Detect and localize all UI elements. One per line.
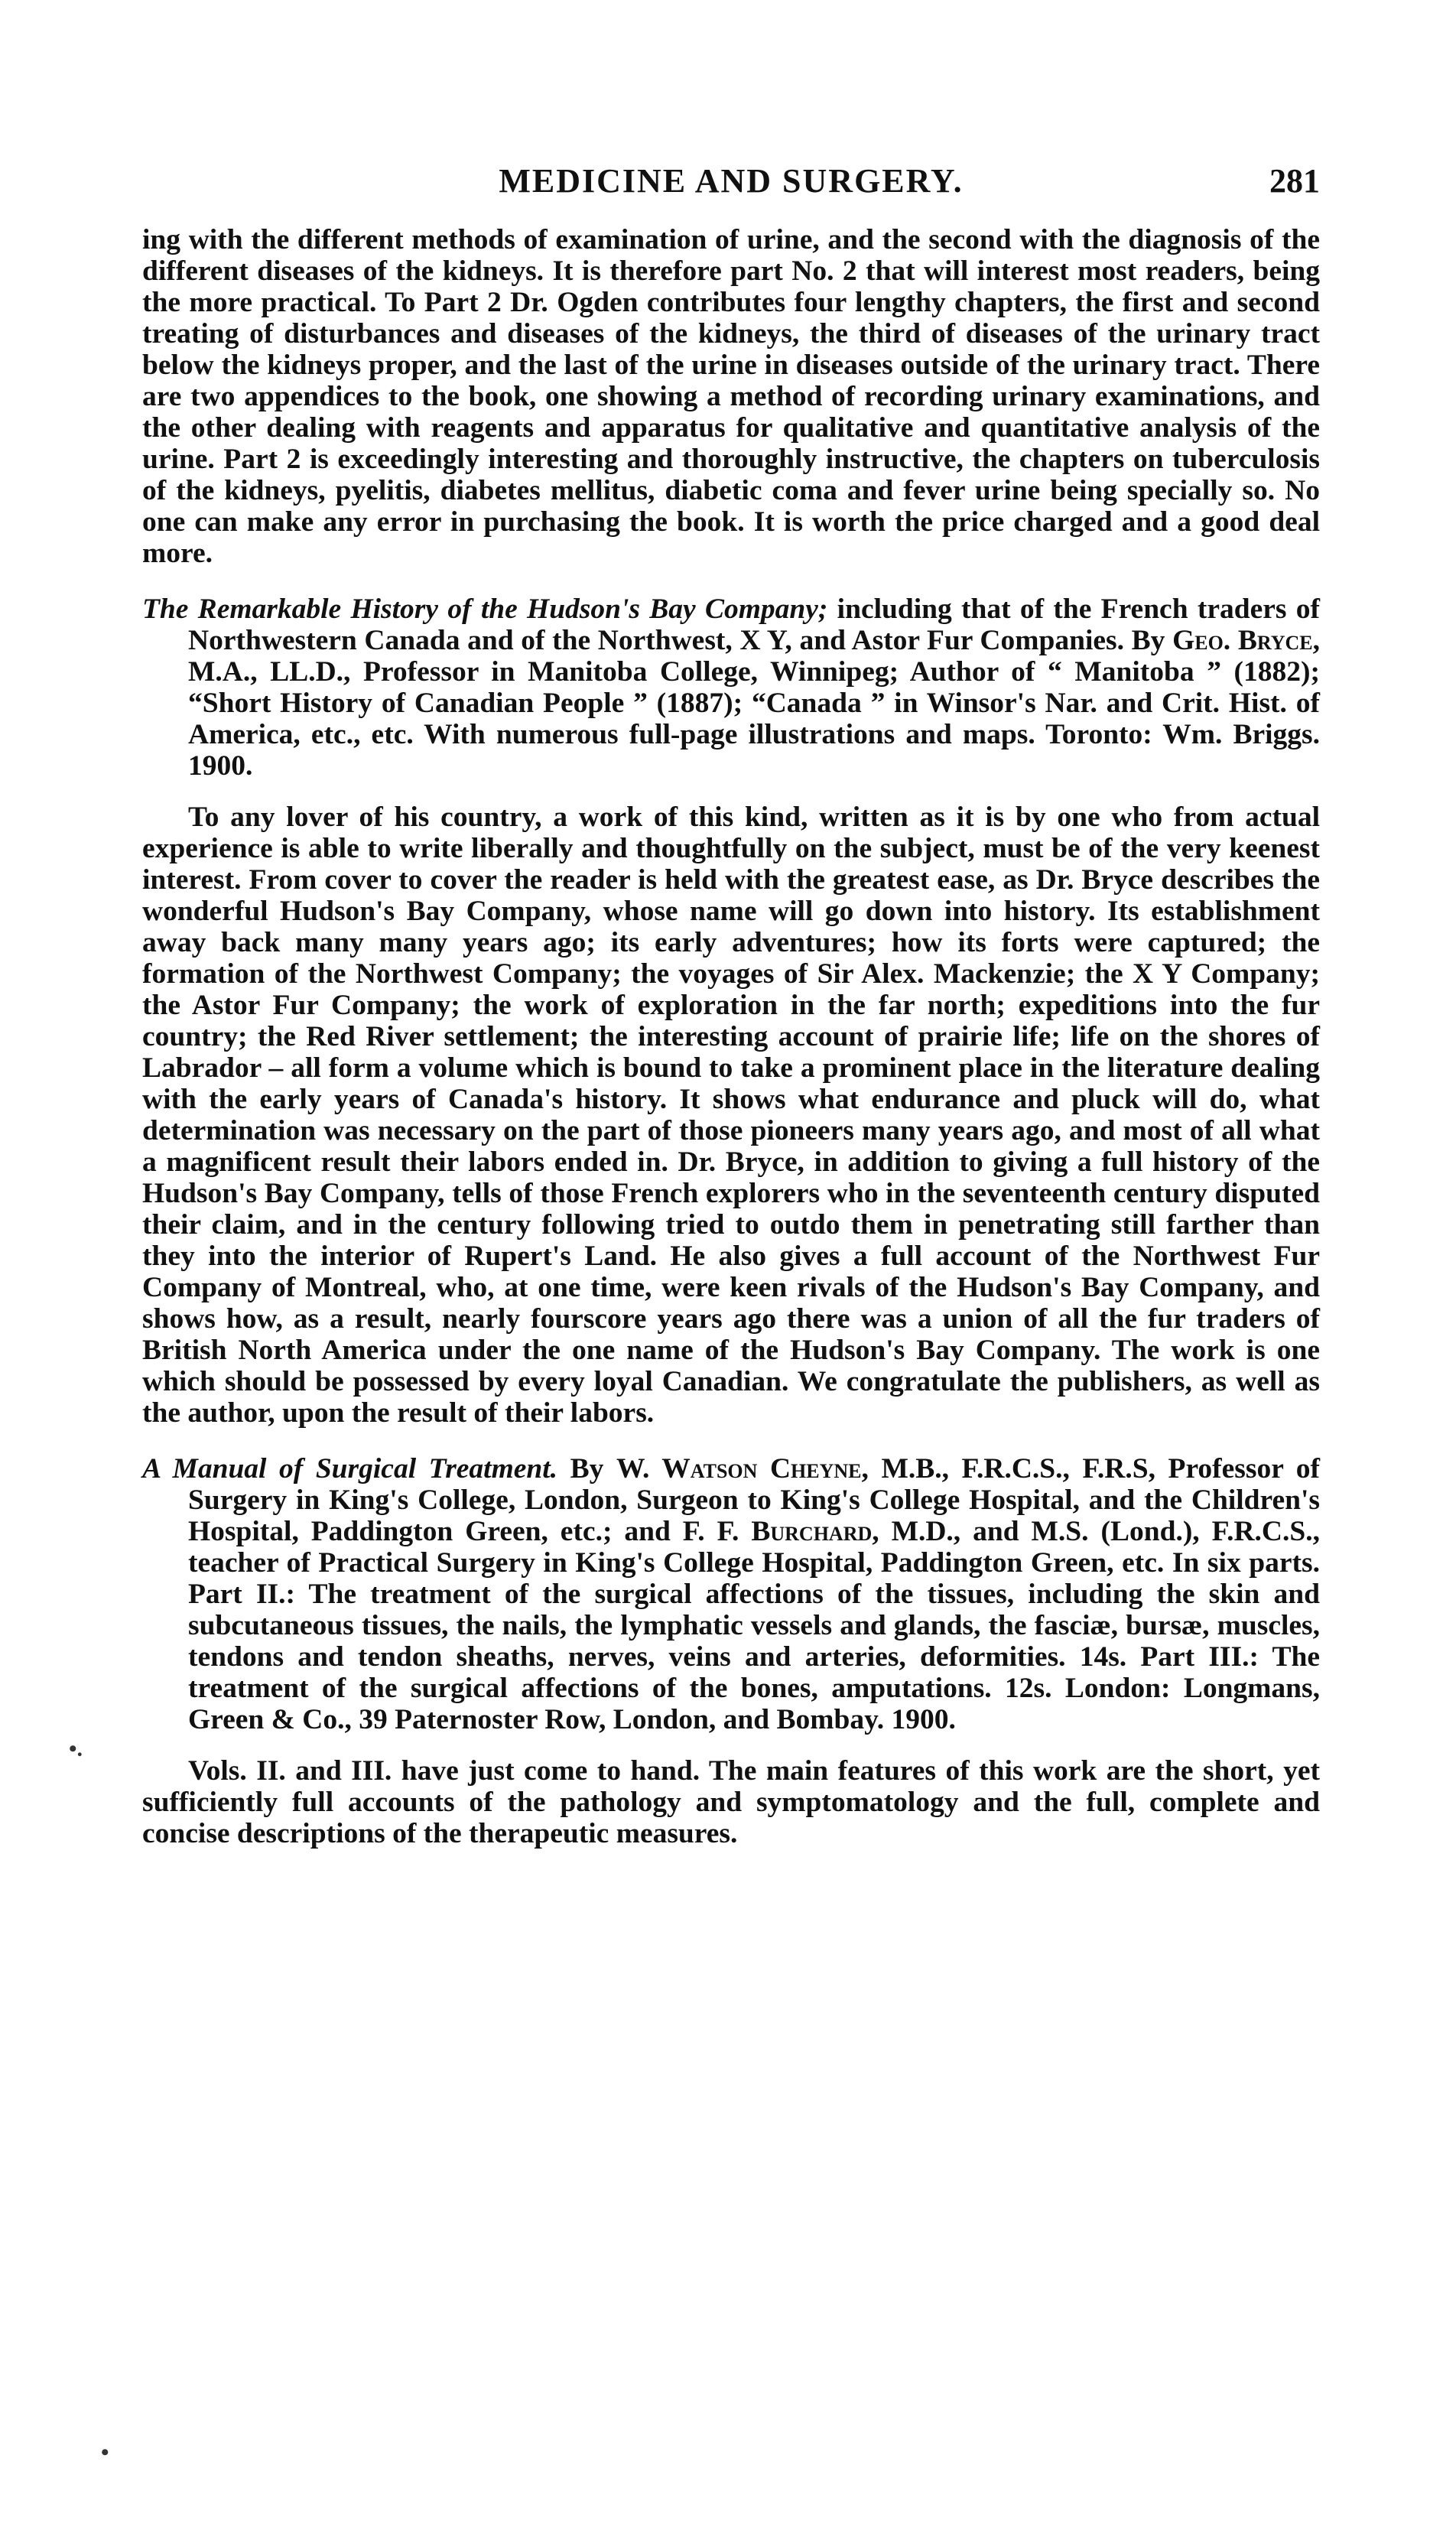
review-2-author-2: Burchard <box>751 1516 873 1547</box>
review-2-bibliographic-entry <box>142 1453 1320 1735</box>
review-2-book-title: A Manual of Surgical Treatment. <box>142 1453 558 1485</box>
margin-mark: • <box>101 2440 109 2465</box>
review-2-biblio-part-c: , M.D., and M.S. (Lond.), F.R.C.S., teacher of Practical Surgery in King's College Hospital, Paddington Green, etc. In six parts. Part II.: The treatment of the surgical affections of the tissues, including the skin and subcutaneous tissues, the nails, the lymphatic vessels and glands, the fasciæ, bursæ, muscles, tendons and tendon sheaths, nerves, veins and arteries, deformities. 14s. Part III.: The treatment of the surgical affections of the bones, amputations. 12s. London: Longmans, Green & Co., 39 Paternoster Row, London, and Bombay. 1900. <box>188 1516 1320 1735</box>
review-2-author-1: W. Watson Cheyne <box>616 1453 862 1485</box>
review-1-bibliographic-entry <box>142 593 1320 782</box>
page-number: 281 <box>1269 162 1320 200</box>
continuation-paragraph: ing with the different methods of examination of urine, and the second with the diagnosis of the different diseases of the kidneys. It is therefore part No. 2 that will interest most readers, being the more practical. To Part 2 Dr. Ogden contributes four lengthy chapters, the first and second treating of disturbances and diseases of the kidneys, the third of diseases of the urinary tract below the kidneys proper, and the last of the urine in diseases outside of the urinary tract. There are two appendices to the book, one showing a method of recording urinary examinations, and the other dealing with reagents and apparatus for qualitative and quantitative analysis of the urine. Part 2 is exceedingly interesting and thoroughly instructive, the chapters on tuberculosis of the kidneys, pyelitis, diabetes mellitus, diabetic coma and fever urine being specially so. No one can make any error in purchasing the book. It is worth the price charged and a good deal more. <box>142 224 1320 569</box>
review-1-biblio-part-b: , M.A., LL.D., Professor in Manitoba College, Winnipeg; Author of “ Manitoba ” (1882); “Short History of Canadian People ” (1887); “Canada ” in Winsor's Nar. and Crit. Hist. of America, etc., etc. With numerous full-page illustrations and maps. Toronto: Wm. Briggs. 1900. <box>188 625 1320 782</box>
margin-mark: •. <box>69 1736 83 1761</box>
page-header <box>142 157 1320 218</box>
review-1-book-title: The Remarkable History of the Hudson's Bay Company; <box>142 593 828 625</box>
review-2-body: Vols. II. and III. have just come to hand. The main features of this work are the short, yet sufficiently full accounts of the pathology and symptomatology and the full, complete and concise descriptions of the therapeutic measures. <box>142 1755 1320 1849</box>
running-title: MEDICINE AND SURGERY. <box>499 162 964 200</box>
review-2-biblio-part-a: By <box>557 1453 616 1485</box>
review-1-body: To any lover of his country, a work of this kind, written as it is by one who from actual experience is able to write liberally and thoughtfully on the subject, must be of the very keenest interest. From cover to cover the reader is held with the greatest ease, as Dr. Bryce describes the wonderful Hudson's Bay Company, whose name will go down into history. Its establishment away back many many years ago; its early adventures; how its forts were captured; the formation of the Northwest Company; the voyages of Sir Alex. Mackenzie; the X Y Company; the Astor Fur Company; the work of exploration in the far north; expeditions into the fur country; the Red River settlement; the interesting account of prairie life; life on the shores of Labrador – all form a volume which is bound to take a prominent place in the literature dealing with the early years of Canada's history. It shows what endurance and pluck will do, what determination was necessary on the part of those pioneers many years ago, and most of all what a magnificent result their labors ended in. Dr. Bryce, in addition to giving a full history of the Hudson's Bay Company, tells of those French explorers who in the seventeenth century disputed their claim, and in the century following tried to outdo them in penetrating still farther than they into the interior of Rupert's Land. He also gives a full account of the Northwest Fur Company of Montreal, who, at one time, were keen rivals of the Hudson's Bay Company, and shows how, as a result, nearly fourscore years ago there was a union of all the fur traders of British North America under the one name of the Hudson's Bay Company. The work is one which should be possessed by every loyal Canadian. We congratulate the publishers, as well as the author, upon the result of their labors. <box>142 802 1320 1429</box>
review-1-author: Geo. Bryce <box>1172 625 1313 656</box>
book-page <box>142 157 1320 1849</box>
review-1-biblio-part-a: including that of the French traders of Northwestern Canada and of the Northwest, X Y, and Astor Fur Companies. By <box>188 593 1320 656</box>
review-2-biblio-part-b: , M.B., F.R.C.S., F.R.S, Professor of Surgery in King's College, London, Surgeon to King's College Hospital, and the Children's Hospital, Paddington Green, etc.; and F. F. <box>188 1453 1321 1547</box>
